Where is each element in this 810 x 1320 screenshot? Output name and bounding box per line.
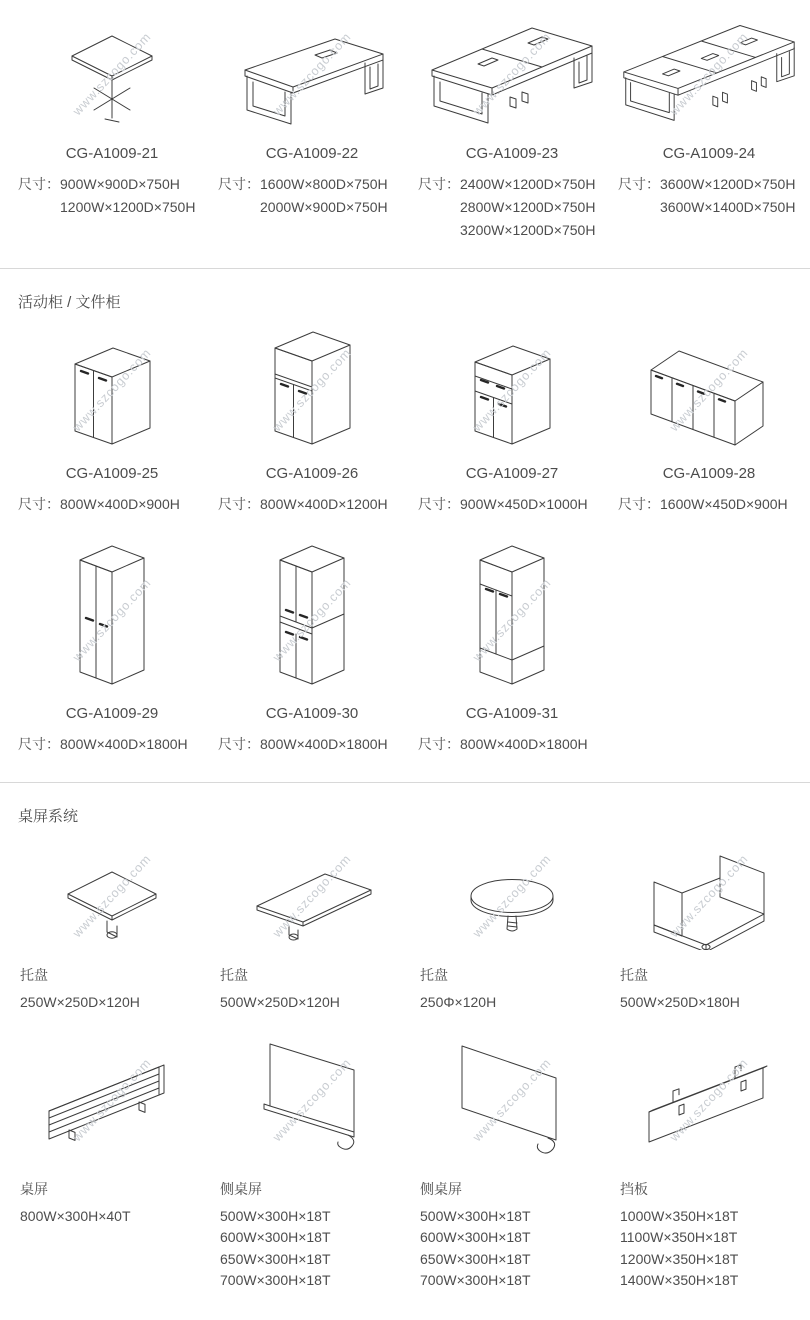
product-dimensions: [618, 493, 800, 516]
product-dimensions: [18, 1206, 206, 1228]
tall-4door-cabinet-drawing-icon: [272, 540, 352, 690]
product-drawing-area: [218, 544, 406, 690]
size-label: 尺寸：: [218, 496, 260, 512]
product-drawing-area: [18, 544, 206, 690]
product-drawing-area: [618, 326, 800, 450]
size-label: 尺寸：: [418, 176, 460, 192]
product-drawing-area: [218, 326, 406, 450]
cabinets-row-1: [0, 326, 810, 516]
size-line: 500W×250D×180H: [620, 994, 740, 1010]
product-dimensions: [418, 992, 606, 1014]
size-line: 700W×300H×18T: [220, 1272, 331, 1288]
product-card: [12, 326, 212, 516]
product-dimensions: [418, 733, 606, 756]
size-line: 900W×900D×750H: [60, 176, 180, 192]
product-card: [412, 326, 612, 516]
size-line: 1200W×1200D×750H: [60, 199, 196, 215]
tables-row: [0, 0, 810, 242]
size-line: 650W×300H×18T: [220, 1250, 331, 1267]
size-line: 500W×300H×18T: [220, 1207, 331, 1224]
product-dimensions: [218, 992, 406, 1014]
low-cabinet-drawing-icon: [66, 340, 158, 450]
watermark-text: www.szcogo.com: [270, 852, 354, 941]
product-card: [612, 1032, 806, 1292]
product-card: [612, 838, 806, 1014]
size-line: 3600W×1200D×750H: [660, 176, 796, 192]
watermark-text: www.szcogo.com: [470, 1055, 554, 1145]
product-card: [12, 1032, 212, 1292]
trays-row: [0, 838, 810, 1014]
square-tray-drawing-icon: [60, 866, 164, 950]
product-code: CG-A1009-27: [465, 465, 559, 482]
size-line: 1400W×350H×18T: [620, 1272, 739, 1288]
product-drawing-area: [418, 838, 606, 950]
product-dimensions: [218, 733, 406, 756]
product-dimensions: [18, 733, 206, 756]
product-drawing-area: [18, 838, 206, 950]
product-card: [12, 838, 212, 1014]
product-code: CG-A1009-31: [465, 705, 559, 722]
product-dimensions: [218, 1206, 406, 1292]
size-line: 800W×400D×1200H: [260, 496, 388, 512]
product-code: CG-A1009-26: [265, 465, 359, 482]
size-line: 600W×300H×18T: [220, 1229, 331, 1245]
product-dimensions: [618, 173, 800, 219]
watermark-text: www.szcogo.com: [70, 30, 154, 119]
size-line: 800W×400D×900H: [60, 496, 180, 512]
product-name: 托盘: [420, 967, 448, 983]
size-line: 500W×250D×120H: [220, 994, 340, 1010]
baffle-panel-drawing-icon: [639, 1056, 779, 1164]
watermark-text: www.szcogo.com: [270, 346, 354, 435]
size-line: 1000W×350H×18T: [620, 1207, 739, 1224]
size-line: 900W×450D×1000H: [460, 496, 588, 512]
product-drawing-area: [18, 14, 206, 130]
product-code: CG-A1009-22: [265, 145, 359, 162]
open-top-cabinet-drawing-icon: [266, 324, 358, 450]
watermark-text: www.szcogo.com: [667, 30, 751, 119]
square-table-drawing-icon: [66, 30, 158, 130]
product-code: CG-A1009-23: [465, 145, 559, 162]
section-title-desk-screens: 桌屏系统: [18, 808, 79, 825]
product-name: 桌屏: [20, 1180, 48, 1197]
product-drawing-area: [18, 1032, 206, 1164]
size-line: 2000W×900D×750H: [260, 199, 388, 215]
section-title-cabinets: 活动柜 / 文件柜: [18, 294, 121, 311]
product-code: CG-A1009-30: [265, 705, 359, 722]
desk-drawing-icon: [237, 30, 387, 130]
tall-wardrobe-drawing-icon: [72, 540, 152, 690]
desk-screen-drawing-icon: [37, 1049, 187, 1164]
size-line: 2800W×1200D×750H: [460, 199, 596, 215]
side-screen-2-drawing-icon: [456, 1034, 568, 1164]
size-line: 600W×300H×18T: [420, 1229, 531, 1245]
watermark-text: www.szcogo.com: [667, 1055, 751, 1145]
product-card: [412, 14, 612, 242]
size-label: 尺寸：: [618, 496, 660, 512]
product-dimensions: [218, 493, 406, 516]
watermark-text: www.szcogo.com: [667, 346, 751, 435]
product-card: [612, 14, 806, 242]
product-code: CG-A1009-25: [65, 465, 159, 482]
cabinets-row-2: [0, 544, 810, 756]
product-code: CG-A1009-24: [662, 145, 756, 162]
product-card: [212, 838, 412, 1014]
side-screen-drawing-icon: [256, 1034, 368, 1164]
product-name: 挡板: [620, 1180, 648, 1197]
credenza-drawing-icon: [643, 336, 775, 450]
product-card: [212, 14, 412, 242]
size-line: 800W×300H×40T: [20, 1207, 131, 1224]
watermark-text: www.szcogo.com: [470, 30, 554, 119]
size-label: 尺寸：: [418, 496, 460, 512]
tall-open-cabinet-drawing-icon: [472, 540, 552, 690]
product-drawing-area: [418, 14, 606, 130]
watermark-text: www.szcogo.com: [470, 575, 554, 665]
product-drawing-area: [18, 326, 206, 450]
product-dimensions: [418, 1206, 606, 1292]
product-card: [212, 1032, 412, 1292]
product-code: CG-A1009-29: [65, 705, 159, 722]
product-dimensions: [618, 992, 800, 1014]
product-drawing-area: [618, 14, 800, 130]
product-card: [612, 326, 806, 516]
product-card: [412, 1032, 612, 1292]
drawer-cabinet-drawing-icon: [466, 338, 558, 450]
product-drawing-area: [418, 1032, 606, 1164]
watermark-text: www.szcogo.com: [270, 1055, 354, 1145]
screens-row: [0, 1032, 810, 1292]
size-line: 1200W×350H×18T: [620, 1250, 739, 1267]
watermark-text: www.szcogo.com: [270, 575, 354, 665]
watermark-text: www.szcogo.com: [470, 346, 554, 435]
product-card: [212, 544, 412, 756]
rect-tray-drawing-icon: [245, 866, 380, 950]
product-name: 托盘: [20, 967, 48, 983]
size-line: 800W×400D×1800H: [60, 736, 188, 752]
size-label: 尺寸：: [418, 736, 460, 752]
size-line: 800W×400D×1800H: [260, 736, 388, 752]
size-label: 尺寸：: [18, 176, 60, 192]
product-name: 托盘: [620, 967, 648, 983]
product-dimensions: [18, 992, 206, 1014]
product-name: 侧桌屏: [420, 1180, 462, 1197]
watermark-text: www.szcogo.com: [70, 852, 154, 941]
product-drawing-area: [218, 14, 406, 130]
size-line: 800W×400D×1800H: [460, 736, 588, 752]
box-tray-drawing-icon: [642, 848, 777, 950]
size-line: 1600W×450D×900H: [660, 496, 788, 512]
product-drawing-area: [218, 1032, 406, 1164]
product-name: 侧桌屏: [220, 1180, 262, 1197]
watermark-text: www.szcogo.com: [470, 852, 554, 941]
size-label: 尺寸：: [218, 736, 260, 752]
watermark-text: www.szcogo.com: [70, 1055, 154, 1145]
product-drawing-area: [418, 326, 606, 450]
watermark-text: www.szcogo.com: [70, 346, 154, 435]
product-dimensions: [18, 173, 206, 219]
product-dimensions: [418, 173, 606, 242]
product-dimensions: [218, 173, 406, 219]
product-dimensions: [418, 493, 606, 516]
round-tray-drawing-icon: [464, 866, 560, 950]
size-line: 500W×300H×18T: [420, 1207, 531, 1224]
product-card: [12, 544, 212, 756]
product-drawing-area: [618, 838, 800, 950]
size-label: 尺寸：: [218, 176, 260, 192]
watermark-text: www.szcogo.com: [70, 575, 154, 665]
size-label: 尺寸：: [18, 736, 60, 752]
product-card: [212, 326, 412, 516]
conference-table-2-drawing-icon: [426, 18, 598, 130]
product-drawing-area: [618, 1032, 800, 1164]
product-card: [412, 838, 612, 1014]
size-line: 250W×250D×120H: [20, 994, 140, 1010]
size-line: 3600W×1400D×750H: [660, 199, 796, 215]
size-line: 700W×300H×18T: [420, 1272, 531, 1288]
size-line: 250Φ×120H: [420, 994, 497, 1010]
empty-cell: [612, 544, 806, 756]
watermark-text: www.szcogo.com: [270, 30, 354, 119]
product-dimensions: [618, 1206, 800, 1292]
watermark-text: www.szcogo.com: [667, 852, 751, 941]
size-line: 1100W×350H×18T: [620, 1229, 738, 1245]
size-line: 3200W×1200D×750H: [460, 222, 596, 238]
size-label: 尺寸：: [618, 176, 660, 192]
conference-table-3-drawing-icon: [618, 12, 800, 130]
product-name: 托盘: [220, 967, 248, 983]
product-drawing-area: [418, 544, 606, 690]
product-card: [412, 544, 612, 756]
product-code: CG-A1009-28: [662, 465, 756, 482]
product-code: CG-A1009-21: [65, 145, 159, 162]
product-dimensions: [18, 493, 206, 516]
size-line: 1600W×800D×750H: [260, 176, 388, 192]
size-line: 650W×300H×18T: [420, 1250, 531, 1267]
size-line: 2400W×1200D×750H: [460, 176, 596, 192]
product-card: [12, 14, 212, 242]
size-label: 尺寸：: [18, 496, 60, 512]
product-drawing-area: [218, 838, 406, 950]
